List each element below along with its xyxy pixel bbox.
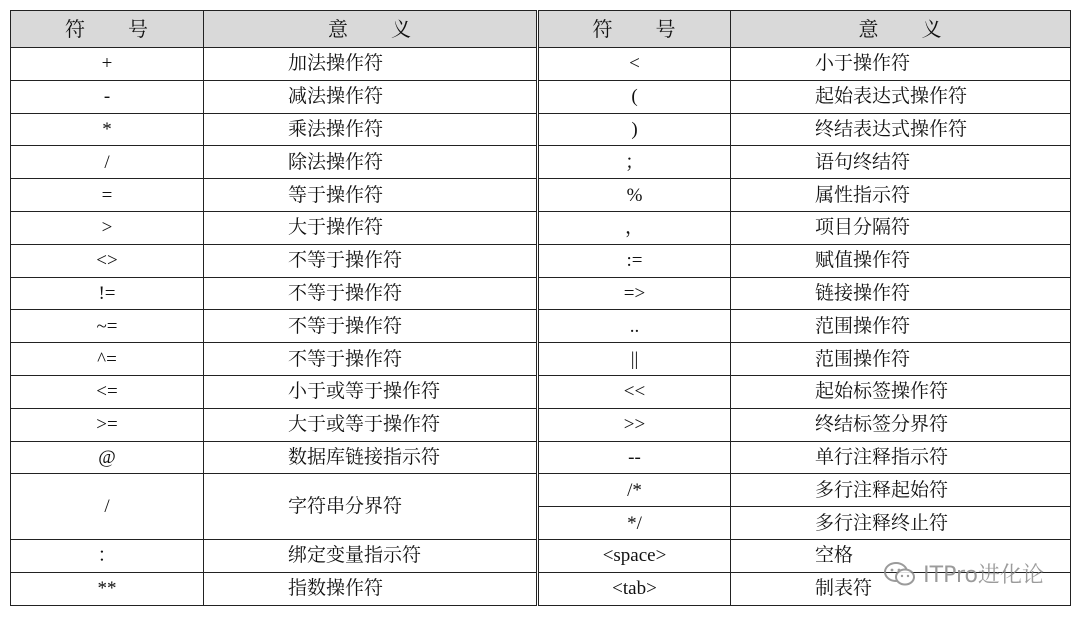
header-symbol-left: 符 号	[11, 11, 204, 48]
table-row	[11, 80, 1071, 113]
symbol-cell: **	[11, 572, 204, 605]
table-row	[11, 474, 1071, 507]
meaning-cell: 不等于操作符	[204, 244, 538, 277]
symbol-cell: /	[11, 146, 204, 179]
meaning-cell: 链接操作符	[731, 277, 1071, 310]
header-symbol-right: 符 号	[538, 11, 731, 48]
symbol-cell: +	[11, 48, 204, 81]
symbol-cell: >=	[11, 408, 204, 441]
watermark-text: ITPro进化论	[923, 563, 1044, 588]
table-row	[11, 441, 1071, 474]
header-meaning-right: 意 义	[731, 11, 1071, 48]
header-row	[11, 11, 1071, 48]
meaning-cell: 单行注释指示符	[731, 441, 1071, 474]
symbol-cell: >	[11, 211, 204, 244]
meaning-cell: 不等于操作符	[204, 343, 538, 376]
header-meaning-left: 意 义	[204, 11, 538, 48]
table-row	[11, 375, 1071, 408]
meaning-cell: 字符串分界符	[204, 474, 538, 540]
symbol-cell: ：	[11, 539, 204, 572]
meaning-cell: 指数操作符	[204, 572, 538, 605]
symbol-cell: ||	[538, 343, 731, 376]
meaning-cell: 多行注释终止符	[731, 507, 1071, 540]
symbol-cell: /*	[538, 474, 731, 507]
symbol-table	[10, 10, 1071, 606]
meaning-cell: 空格	[731, 539, 1071, 572]
symbol-cell: <<	[538, 375, 731, 408]
table-row	[11, 310, 1071, 343]
symbol-cell: =>	[538, 277, 731, 310]
symbol-cell: :=	[538, 244, 731, 277]
table-row	[11, 343, 1071, 376]
symbol-cell: <tab>	[538, 572, 731, 605]
symbol-cell: <=	[11, 375, 204, 408]
symbol-cell: <>	[11, 244, 204, 277]
symbol-cell: %	[538, 179, 731, 212]
table-row	[11, 179, 1071, 212]
table-row	[11, 408, 1071, 441]
meaning-cell: 绑定变量指示符	[204, 539, 538, 572]
symbol-cell: (	[538, 80, 731, 113]
symbol-cell: ；	[538, 146, 731, 179]
symbol-cell: =	[11, 179, 204, 212]
symbol-cell: /	[11, 474, 204, 540]
meaning-cell: 赋值操作符	[731, 244, 1071, 277]
symbol-cell: ，	[538, 211, 731, 244]
table-row	[11, 244, 1071, 277]
table-row	[11, 146, 1071, 179]
meaning-cell: 数据库链接指示符	[204, 441, 538, 474]
watermark	[883, 558, 1044, 589]
meaning-cell: 加法操作符	[204, 48, 538, 81]
table-row	[11, 211, 1071, 244]
symbol-cell: -	[11, 80, 204, 113]
symbol-cell: */	[538, 507, 731, 540]
meaning-cell: 语句终结符	[731, 146, 1071, 179]
symbol-cell: <space>	[538, 539, 731, 572]
meaning-cell: 等于操作符	[204, 179, 538, 212]
meaning-cell: 减法操作符	[204, 80, 538, 113]
symbol-cell: @	[11, 441, 204, 474]
symbol-cell: <	[538, 48, 731, 81]
meaning-cell: 大于操作符	[204, 211, 538, 244]
meaning-cell: 小于或等于操作符	[204, 375, 538, 408]
meaning-cell: 制表符	[731, 572, 1071, 605]
meaning-cell: 终结标签分界符	[731, 408, 1071, 441]
meaning-cell: 乘法操作符	[204, 113, 538, 146]
meaning-cell: 除法操作符	[204, 146, 538, 179]
meaning-cell: 大于或等于操作符	[204, 408, 538, 441]
meaning-cell: 多行注释起始符	[731, 474, 1071, 507]
symbol-cell: !=	[11, 277, 204, 310]
table-row	[11, 277, 1071, 310]
meaning-cell: 小于操作符	[731, 48, 1071, 81]
meaning-cell: 终结表达式操作符	[731, 113, 1071, 146]
symbol-cell: )	[538, 113, 731, 146]
meaning-cell: 范围操作符	[731, 310, 1071, 343]
wechat-icon	[883, 561, 917, 587]
meaning-cell: 起始表达式操作符	[731, 80, 1071, 113]
meaning-cell: 项目分隔符	[731, 211, 1071, 244]
symbol-cell: ^=	[11, 343, 204, 376]
symbol-cell: >>	[538, 408, 731, 441]
symbol-cell: ~=	[11, 310, 204, 343]
table-row	[11, 48, 1071, 81]
symbol-cell: *	[11, 113, 204, 146]
meaning-cell: 不等于操作符	[204, 310, 538, 343]
meaning-cell: 属性指示符	[731, 179, 1071, 212]
meaning-cell: 不等于操作符	[204, 277, 538, 310]
meaning-cell: 范围操作符	[731, 343, 1071, 376]
symbol-cell: --	[538, 441, 731, 474]
table-row	[11, 113, 1071, 146]
meaning-cell: 起始标签操作符	[731, 375, 1071, 408]
symbol-cell: ..	[538, 310, 731, 343]
